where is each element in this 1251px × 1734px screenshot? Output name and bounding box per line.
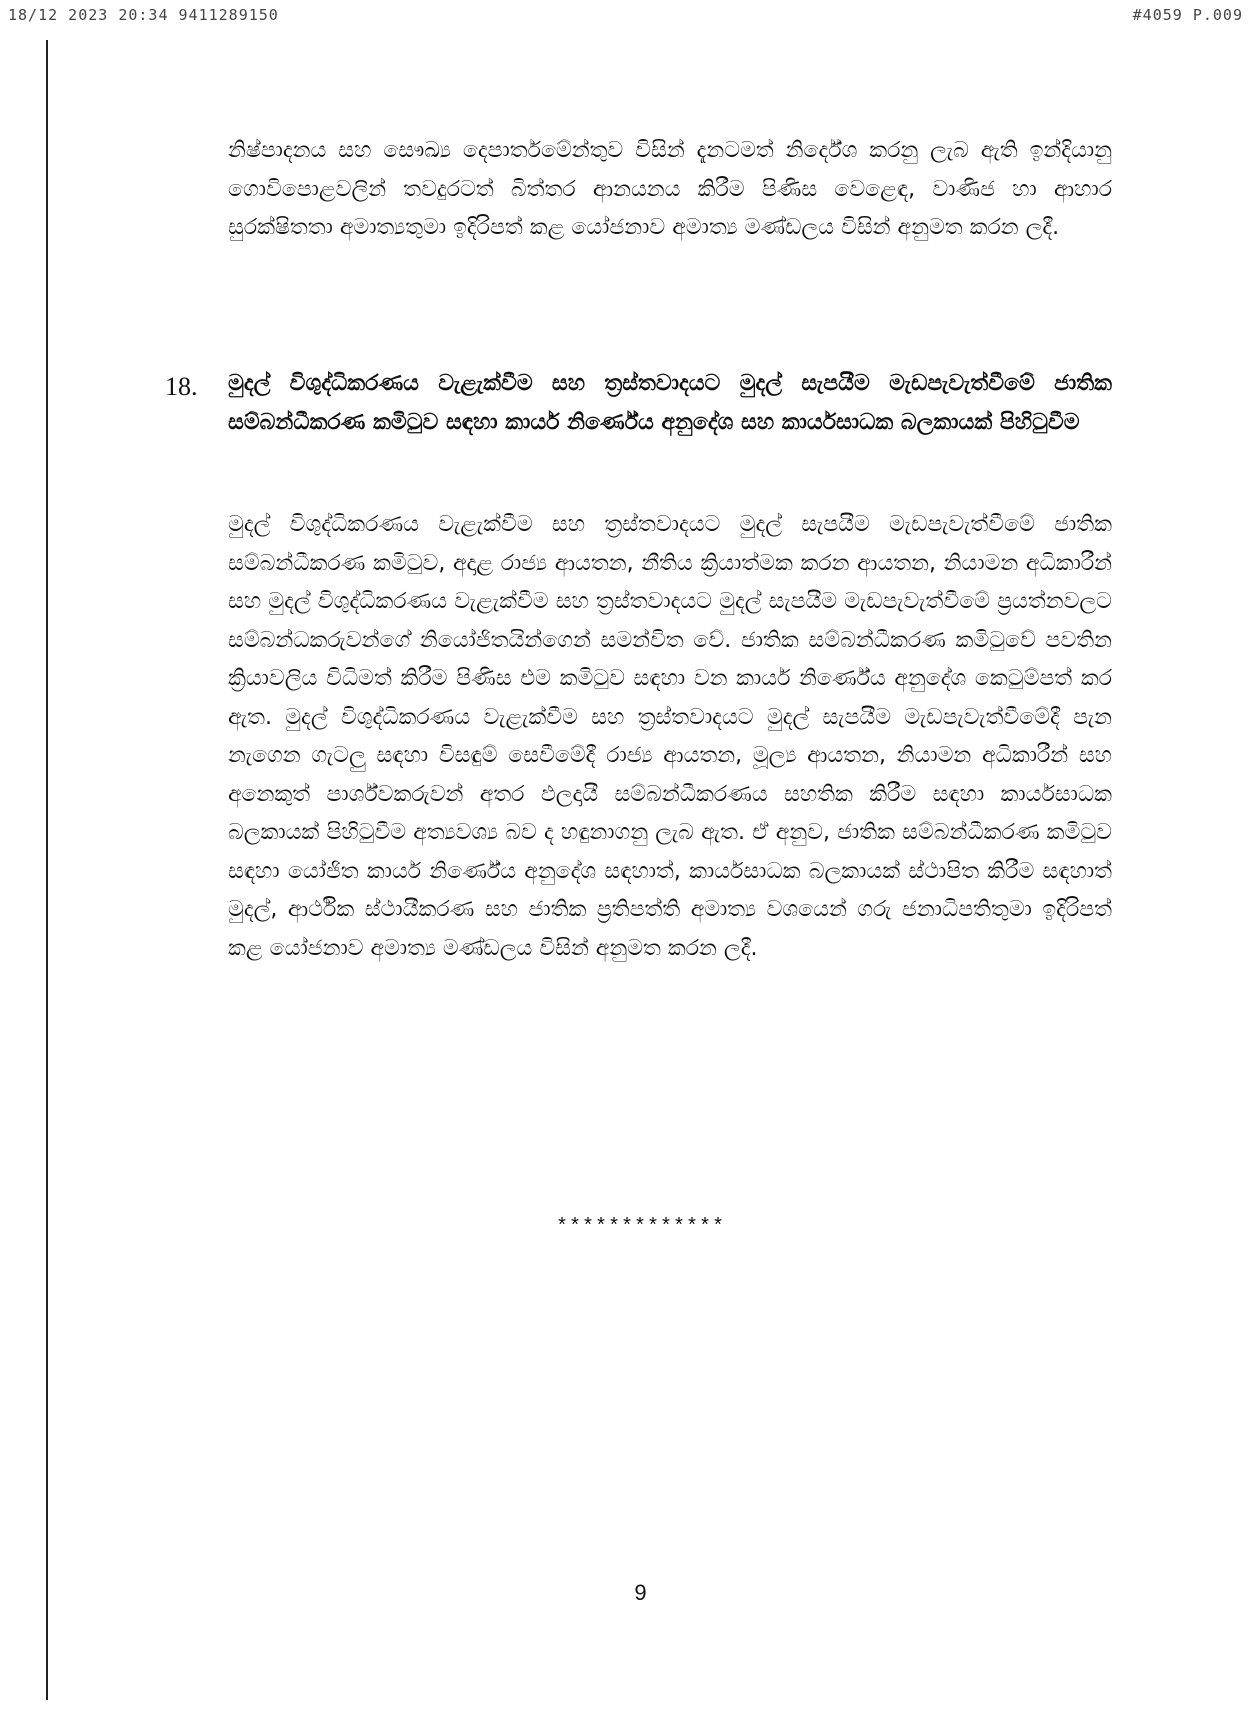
page-number: 9 xyxy=(634,1580,647,1605)
fax-page-id: #4059 P.009 xyxy=(1132,6,1243,24)
left-margin-line xyxy=(46,40,48,1700)
section-separator: ************* xyxy=(555,1216,726,1239)
section-number: 18. xyxy=(165,372,198,401)
fax-header xyxy=(8,6,1243,30)
section-body-paragraph: මුදල් විශුද්ධිකරණය වැළැක්වීම සහ ත්‍රස්තවාදයට මුදල් සැපයීම මැඩපැවැත්වීමේ ජාතික සම්බන්ධීකරණ කමිටුව, අදාළ රාජ්‍ය ආයතන, නීතිය ක්‍රියාත්මක කරන ආයතන, නියාමන අධිකාරීන් සහ මුදල් විශුද්ධිකරණය වැළැක්වීම සහ ත්‍රස්තවාදයට මුදල් සැපයීම මැඩපැවැත්වීමේ ප්‍රයත්නවලට සම්බන්ධකරුවන්ගේ නියෝජිතයින්ගෙන් සමන්විත වේ. ජාතික සම්බන්ධීකරණ කමිටුවේ පවතින ක්‍රියාවලිය විධිමත් කිරීම පිණිස එම කමිටුව සඳහා වන කාර්ය නිර්ණේය අනුදේශ කෙටුම්පත් කර ඇත. මුදල් විශුද්ධිකරණය වැළැක්වීම සහ ත්‍රස්තවාදයට මුදල් සැපයීම මැඩපැවැත්වීමේදී පැන නැගෙන ගැටලු සඳහා විසඳුම් සෙවීමේදී රාජ්‍ය ආයතන, මූල්‍ය ආයතන, නියාමන අධිකාරීන් සහ අනෙකුත් පාර්ශ්වකරුවන් අතර ඵලදායී සම්බන්ධීකරණය සහතික කිරීම සඳහා කාර්යසාධක බලකායක් පිහිටුවීම අත්‍යවශ්‍ය බව ද හඳුනාගනු ලැබ ඇත. ඒ අනුව, ජාතික සම්බන්ධීකරණ කමිටුව සඳහා යෝජිත කාර්ය නිර්ණේය අනුදේශ සඳහාත්, කාර්යසාධක බලකායක් ස්ථාපිත කිරීම සඳහාත් මුදල්, ආර්ථික ස්ථායීකරණ සහ ජාතික ප්‍රතිපත්ති අමාත්‍ය වශයෙන් ගරු ජනාධිපතිතුමා ඉදිරිපත් කළ යෝජනාව අමාත්‍ය මණ්ඩලය විසින් අනුමත කරන ලදී. xyxy=(228,512,1112,961)
paragraph-continued: නිෂ්පාදනය සහ සෞඛ්‍ය දෙපාර්තමේන්තුව විසින් දැනටමත් නිර්දේශ කරනු ලැබ ඇති ඉන්දියානු ගොවිපොළවලින් තවදුරටත් බිත්තර ආනයනය කිරීම පිණිස වෙළෙඳ, වාණිජ හා ආහාර සුරක්ෂිතතා අමාත්‍යතුමා ඉදිරිපත් කළ යෝජනාව අමාත්‍ය මණ්ඩලය විසින් අනුමත කරන ලදී. xyxy=(228,138,1112,240)
section-heading: මුදල් විශුද්ධිකරණය වැළැක්වීම සහ ත්‍රස්තවාදයට මුදල් සැපයීම මැඩපැවැත්වීමේ ජාතික සම්බන්ධීකරණ කමිටුව සඳහා කාර්ය නිර්ණේය අනුදේශ සහ කාර්යසාධක බලකායක් පිහිටුවීම xyxy=(228,371,1112,435)
fax-timestamp: 18/12 2023 20:34 9411289150 xyxy=(8,6,279,24)
